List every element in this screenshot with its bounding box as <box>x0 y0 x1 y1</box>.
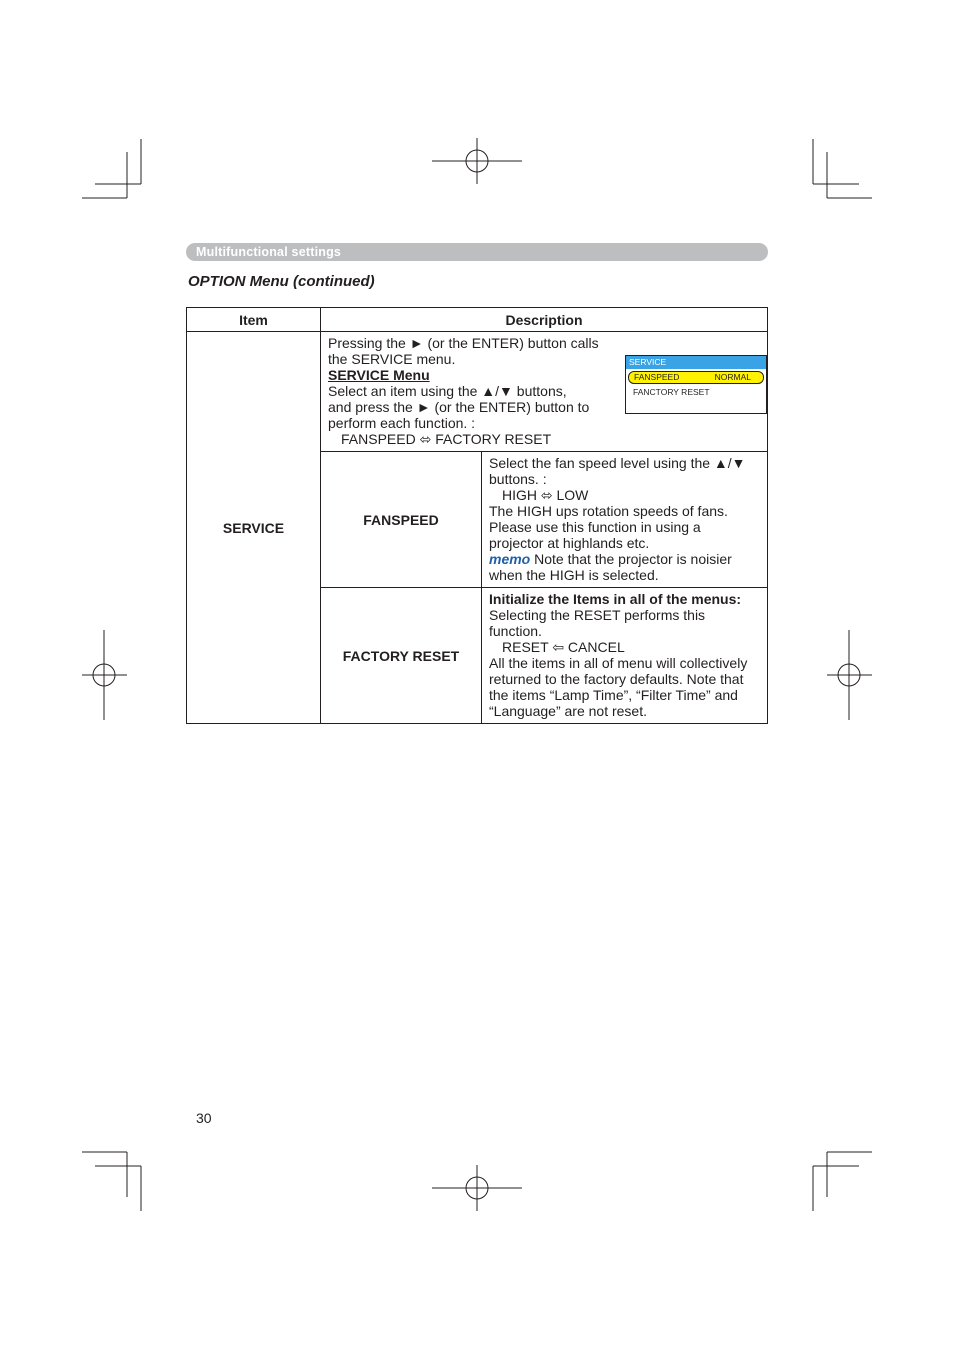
column-header-item: Item <box>187 308 321 332</box>
section-header-bar <box>186 243 768 261</box>
description-line: HIGH ⬄ LOW <box>502 487 589 503</box>
description-line: “Language” are not reset. <box>489 703 647 719</box>
memo-label: memo <box>489 551 531 567</box>
osd-item-value: NORMAL <box>714 372 751 382</box>
description-line: Please use this function in using a <box>489 519 701 535</box>
description-line: projector at highlands etc. <box>489 535 650 551</box>
sub-item-factory-reset: FACTORY RESET <box>321 588 482 724</box>
description-line: RESET ⇦ CANCEL <box>502 639 625 655</box>
description-line: Pressing the ► (or the ENTER) button calls <box>328 335 599 351</box>
table-row <box>187 332 768 452</box>
description-line: when the HIGH is selected. <box>489 567 659 583</box>
section-label: Multifunctional settings <box>196 245 342 259</box>
osd-item-factory-reset: FANCTORY RESET <box>633 387 710 397</box>
description-line: the items “Lamp Time”, “Filter Time” and <box>489 687 738 703</box>
description-line: the SERVICE menu. <box>328 351 456 367</box>
osd-title: SERVICE <box>626 356 766 369</box>
service-menu-heading: SERVICE Menu <box>328 367 430 383</box>
page-number: 30 <box>196 1110 212 1126</box>
factory-reset-heading: Initialize the Items in all of the menus: <box>489 591 742 607</box>
factory-reset-description <box>482 588 768 724</box>
description-line: Select the fan speed level using the ▲/▼ <box>489 455 746 471</box>
option-menu-table <box>186 307 768 724</box>
column-header-description: Description <box>321 308 768 332</box>
description-line: returned to the factory defaults. Note that <box>489 671 744 687</box>
description-line: buttons. : <box>489 471 547 487</box>
description-line: and press the ► (or the ENTER) button to <box>328 399 590 415</box>
memo-text: Note that the projector is noisier <box>530 551 732 567</box>
fanspeed-description <box>482 452 768 588</box>
item-name-service: SERVICE <box>187 332 321 724</box>
description-line: Select an item using the ▲/▼ buttons, <box>328 383 567 399</box>
osd-item-label: FANSPEED <box>634 372 680 382</box>
description-line: Selecting the RESET performs this <box>489 607 706 623</box>
sub-item-fanspeed: FANSPEED <box>321 452 482 588</box>
description-line: The HIGH ups rotation speeds of fans. <box>489 503 728 519</box>
table-header-row <box>187 308 768 332</box>
description-line: FANSPEED ⬄ FACTORY RESET <box>341 431 552 447</box>
description-line: All the items in all of menu will collectively <box>489 655 748 671</box>
service-menu-osd <box>625 355 767 414</box>
service-description <box>321 332 768 452</box>
page-title: OPTION Menu (continued) <box>188 273 375 290</box>
osd-selected-item <box>628 371 764 384</box>
description-line: function. <box>489 623 542 639</box>
description-line: perform each function. : <box>328 415 476 431</box>
memo-line <box>489 551 761 567</box>
